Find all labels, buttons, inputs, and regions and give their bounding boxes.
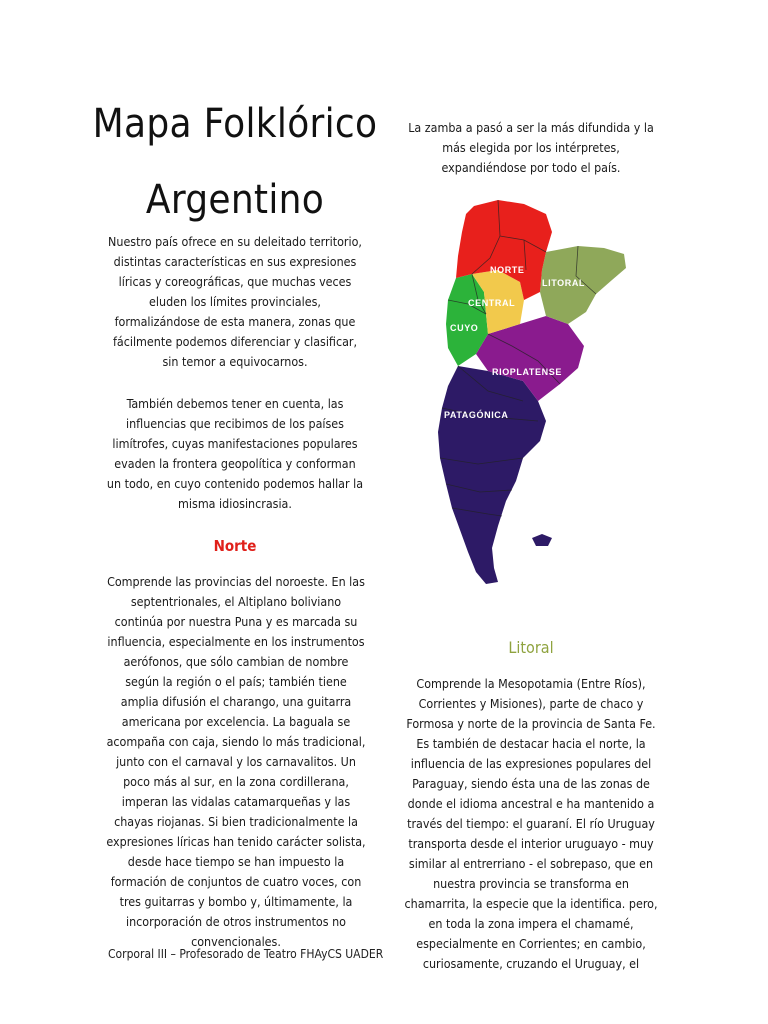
influence-paragraph: También debemos tener en cuenta, las influencias que recibimos de los países limítrofes, cuyas manifestaciones populares evaden la frontera geopolítica y conforman un todo, en cuyo contenido podemos hallar la misma idiosincrasia. [106, 396, 364, 511]
map-label-rioplatense: RIOPLATENSE [492, 367, 562, 377]
section-heading-litoral: Litoral [508, 638, 554, 657]
section-body-norte: Comprende las provincias del noroeste. En las septentrionales, el Altiplano boliviano continúa por nuestra Puna y es marcada su influencia, especialmente en los instrumentos aerófonos, que sólo cambian de nombre según la región o el país; también tiene amplia difusión el charango, una guitarra americana por excelencia. La baguala se acompaña con caja, siendo lo más tradicional, junto con el carnaval y los carnavalitos. Un poco más al sur, en la zona cordillerana, imperan las vidalas catamarqueñas y las chayas riojanas. Si bien tradicionalmente la expresiones líricas han tenido carácter solista, desde hace tiempo se han impuesto la formación de conjuntos de cuatro voces, con tres guitarras y bombo y, últimamente, la incorporación de otros instrumentos no convencionales. [106, 574, 366, 949]
map-label-norte: NORTE [490, 265, 525, 275]
title-line-2: Argentino [145, 177, 325, 223]
map-label-patagonica: PATAGÓNICA [444, 410, 509, 420]
map-label-central: CENTRAL [468, 298, 516, 308]
intro-paragraph: Nuestro país ofrece en su deleitado territorio, distintas características en sus expresiones líricas y coreográficas, que muchas veces eluden los límites provinciales, formalizándose de esta manera, zonas que fácilmente podemos diferenciar y clasificar, sin temor a equivocarnos. [108, 234, 362, 369]
map-label-cuyo: CUYO [450, 323, 479, 333]
argentina-map-svg [428, 196, 636, 588]
folklore-map [428, 196, 636, 588]
title-line-1: Mapa Folklórico [92, 101, 378, 147]
page-footer: Corporal III – Profesorado de Teatro FHAyCS UADER [108, 947, 384, 961]
page-title [90, 86, 380, 238]
section-heading-norte: Norte [213, 537, 257, 555]
zamba-paragraph: La zamba a pasó a ser la más difundida y la más elegida por los intérpretes, expandiéndose por todo el país. [408, 120, 654, 175]
region-patagonica [438, 366, 546, 584]
map-label-litoral: LITORAL [542, 278, 586, 288]
malvinas-islands [532, 534, 552, 546]
section-body-litoral: Comprende la Mesopotamia (Entre Ríos), Corrientes y Misiones), parte de chaco y Formosa y norte de la provincia de Santa Fe. Es también de destacar hacia el norte, la influencia de las expresiones populares del Paraguay, siendo ésta una de las zonas de donde el idioma ancestral e ha mantenido a través del tiempo: el guaraní. El río Uruguay transporta desde el interior uruguayo - muy similar al entrerriano - el sobrepaso, que en nuestra provincia se transforma en chamarrita, la especie que la identifica. pero, en toda la zona impera el chamamé, especialmente en Corrientes; en cambio, curiosamente, cruzando el Uruguay, el [404, 676, 658, 971]
